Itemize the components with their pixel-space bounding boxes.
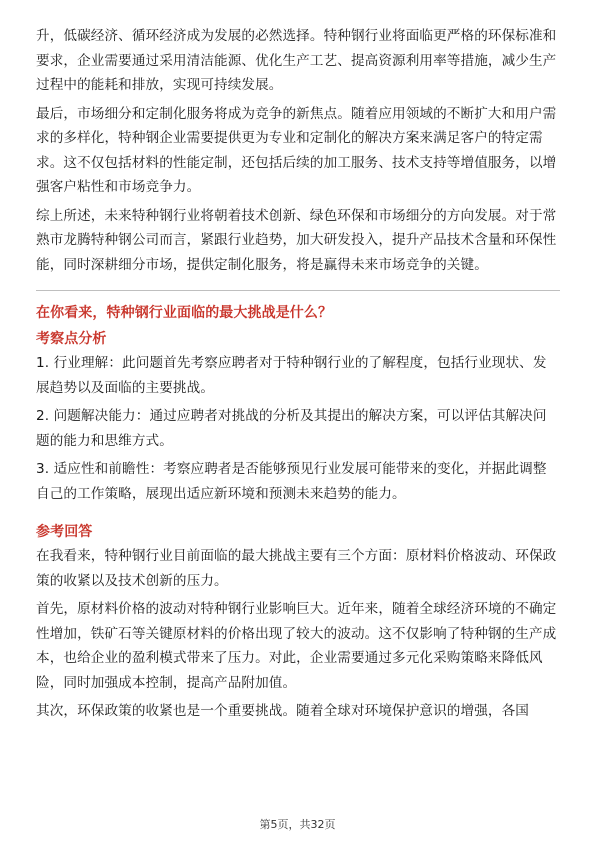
- analysis-item: 1. 行业理解：此问题首先考察应聘者对于特种钢行业的了解程度，包括行业现状、发展趋势以及面临的主要挑战。: [36, 355, 547, 396]
- answer-section: [36, 544, 560, 724]
- page-number: 第5页，共32页: [259, 818, 336, 831]
- answer-paragraph: 其次，环保政策的收紧也是一个重要挑战。随着全球对环境保护意识的增强，各国: [36, 703, 529, 719]
- answer-paragraph: 在我看来，特种钢行业目前面临的最大挑战主要有三个方面：原材料价格波动、环保政策的收紧以及技术创新的压力。: [36, 548, 557, 589]
- answer-heading: 参考回答: [36, 524, 93, 540]
- intro-paragraph: 升，低碳经济、循环经济成为发展的必然选择。特种钢行业将面临更严格的环保标准和要求，企业需要通过采用清洁能源、优化生产工艺、提高资源利用率等措施，减少生产过程中的能耗和排放，实现可持续发展。: [36, 28, 557, 93]
- section-divider: [36, 290, 560, 291]
- analysis-list: [36, 351, 560, 506]
- document-page: [36, 24, 560, 728]
- analysis-item: 3. 适应性和前瞻性：考察应聘者是否能够预见行业发展可能带来的变化，并据此调整自己的工作策略，展现出适应新环境和预测未来趋势的能力。: [36, 461, 547, 502]
- spacer: [36, 510, 560, 520]
- intro-paragraph: 最后，市场细分和定制化服务将成为竞争的新焦点。随着应用领域的不断扩大和用户需求的多样化，特种钢企业需要提供更为专业和定制化的解决方案来满足客户的特定需求。这不仅包括材料的性能定制，还包括后续的加工服务、技术支持等增值服务，以增强客户粘性和市场竞争力。: [36, 105, 557, 195]
- analysis-heading: 考察点分析: [36, 331, 107, 347]
- question-title: 在你看来，特种钢行业面临的最大挑战是什么？: [36, 305, 333, 321]
- intro-paragraph: 综上所述，未来特种钢行业将朝着技术创新、绿色环保和市场细分的方向发展。对于常熟市龙腾特种钢公司而言，紧跟行业趋势，加大研发投入，提升产品技术含量和环保性能，同时深耕细分市场，提供定制化服务，将是赢得未来市场竞争的关键。: [36, 207, 557, 273]
- intro-section: [36, 24, 560, 277]
- analysis-item: 2. 问题解决能力：通过应聘者对挑战的分析及其提出的解决方案，可以评估其解决问题的能力和思维方式。: [36, 408, 547, 449]
- answer-paragraph: 首先，原材料价格的波动对特种钢行业影响巨大。近年来，随着全球经济环境的不确定性增加，铁矿石等关键原材料的价格出现了较大的波动。这不仅影响了特种钢的生产成本，也给企业的盈利模式带来了压力。对此，企业需要通过多元化采购策略来降低风险，同时加强成本控制，提高产品附加值。: [36, 601, 557, 691]
